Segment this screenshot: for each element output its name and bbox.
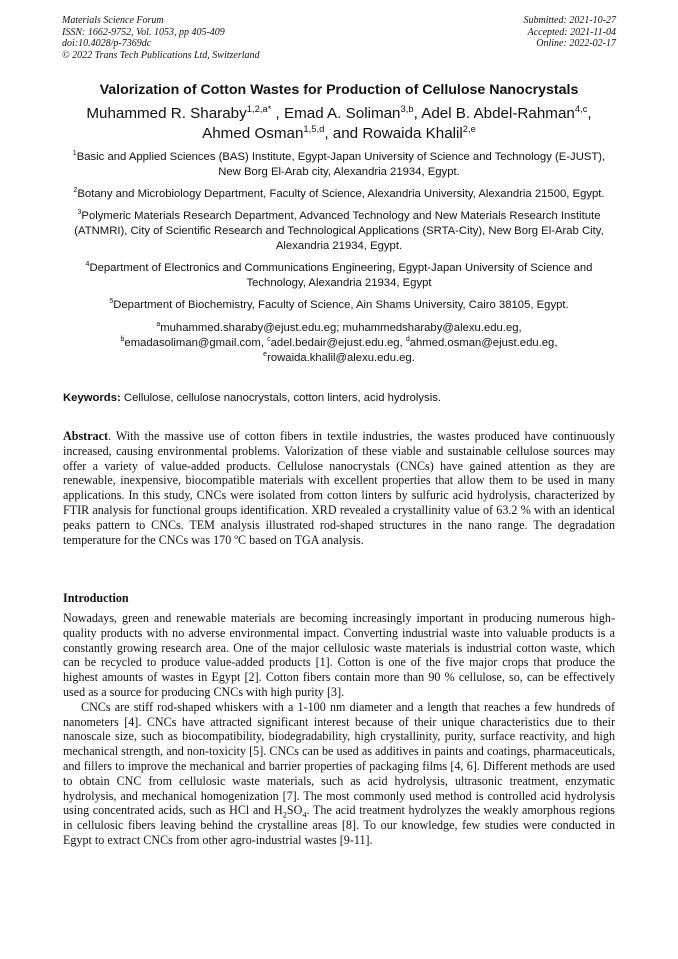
author-separator: , xyxy=(587,105,592,122)
journal-doi: doi:10.4028/p-7369dc xyxy=(62,38,152,49)
affiliation-text: Basic and Applied Sciences (BAS) Institute, Egypt-Japan University of Science and Technology (E-JUST), New Borg El-Arab city, Alexandria 21934, Egypt. xyxy=(76,151,606,178)
affiliation-number: 2 xyxy=(73,187,78,195)
affiliation-number: 1 xyxy=(72,150,77,158)
paragraph-text: SO xyxy=(286,803,303,818)
dates-header xyxy=(524,15,617,50)
paragraph-text: . The acid treatment hydrolyzes the weakly amorphous regions in cellulosic fibers leaving behind the crystalline areas [8]. To our knowledge, few studies were conducted in Egypt to extract CNCs from other agro-industrial wastes [9-11]. xyxy=(63,803,615,847)
abstract-text: . With the massive use of cotton fibers in textile industries, the wastes produced have continuously increased, causing environmental problems. Valorization of these viable and sustainable cellulose sources may offer a variety of value-added products. Cellulose nanocrystals (CNCs) have gained attention as they are renewable, inexpensive, biocompatible materials with excellent properties that allow them to be used in many applications. In this study, CNCs were isolated from cotton linters by sulfuric acid hydrolysis, characterized by FTIR analysis for functional groups identification. XRD revealed a crystallinity value of 63.2 % with an identical peaks pattern to CNCs. TEM analysis illustrated rod-shaped structures in the nano range. The degradation temperature for the CNCs was 170 ºC based on TGA analysis. xyxy=(63,429,615,547)
affiliation-item xyxy=(60,261,618,291)
author-affil-sup: 4,c xyxy=(574,102,588,114)
affiliation-item xyxy=(60,150,618,180)
subscript: 4 xyxy=(302,809,307,820)
paragraph: Nowadays, green and renewable materials are becoming increasingly important in producing numerous high-quality products with no adverse environmental impact. Converting industrial waste into valuable products is a constantly growing research area. One of the major cellulosic waste materials is industrial cotton waste, which can be recycled to produce value-added products [1]. Cotton is one of the five major crops that produce the highest amounts of wastes in Egypt [2]. Cotton fibers contain more than 90 % cellulose, so, can be effectively used as a source for producing CNCs with high purity [3]. xyxy=(63,611,615,699)
affiliation-text: Department of Biochemistry, Faculty of Science, Ain Shams University, Cairo 38105, Egypt. xyxy=(113,299,569,311)
abstract-label: Abstract xyxy=(63,429,109,443)
email-b[interactable]: emadasoliman@gmail.com, xyxy=(124,337,268,349)
affiliation-number: 3 xyxy=(77,209,82,217)
keywords xyxy=(63,391,623,405)
author-separator: , xyxy=(271,105,284,122)
submitted-date: Submitted: 2021-10-27 xyxy=(523,15,616,26)
email-d[interactable]: ahmed.osman@ejust.edu.eg, xyxy=(409,337,558,349)
journal-header xyxy=(62,15,260,61)
author-name: Muhammed R. Sharaby xyxy=(86,105,247,122)
author-affil-sup: 3,b xyxy=(400,102,414,114)
affiliation-number: 5 xyxy=(109,298,114,306)
author-name: Emad A. Soliman xyxy=(284,105,401,122)
author-affil-sup: 2,e xyxy=(462,122,476,134)
affiliation-text: Polymeric Materials Research Department, Advanced Technology and New Materials Research Institute (ATNMRI), City of Scientific Research and Technological Applications (SRTA-City), New Borg El-Arab City, Alexandria 21934, Egypt. xyxy=(74,210,604,252)
author-separator: , xyxy=(413,105,422,122)
subscript: 2 xyxy=(282,809,287,820)
paragraph-text: CNCs are stiff rod-shaped whiskers with a 1-100 nm diameter and a length that reaches a few hundreds of nanometers [4]. CNCs have attracted significant interest because of their unique characteristics due to their nanoscale size, such as biocompatibility, biodegradability, high crystallinity, purity, surface reactivity, and high mechanical strength, and non-toxicity [5]. CNCs can be used as additives in paints and coatings, pharmaceuticals, and fillers to improve the mechanical and barrier properties of packaging films [4, 6]. Different methods are used to obtain CNC from cellulosic waste materials, such as acid hydrolysis, ultrasonic treatment, enzymatic hydrolysis, and mechanical homogenization [7]. The most commonly used method is controlled acid hydrolysis using concentrated acids, such as HCl and H xyxy=(63,699,615,818)
author-name: Ahmed Osman xyxy=(202,125,304,142)
journal-name: Materials Science Forum xyxy=(62,15,164,26)
affiliations xyxy=(60,150,618,366)
author-separator: , and xyxy=(324,125,363,142)
journal-copyright: © 2022 Trans Tech Publications Ltd, Switzerland xyxy=(62,49,260,61)
author-name: Rowaida Khalil xyxy=(362,125,463,142)
author-list xyxy=(50,104,628,144)
keywords-text: Cellulose, cellulose nanocrystals, cotton linters, acid hydrolysis. xyxy=(120,392,441,404)
author-affil-sup: 1,2,a* xyxy=(246,102,272,114)
author-affil-sup: 1,5,d xyxy=(303,122,325,134)
introduction-heading: Introduction xyxy=(63,591,129,605)
online-date: Online: 2022-02-17 xyxy=(536,38,616,49)
email-a[interactable]: muhammed.sharaby@ejust.edu.eg; muhammedsharaby@alexu.edu.eg, xyxy=(160,322,522,334)
author-name: Adel B. Abdel-Rahman xyxy=(421,105,575,122)
affiliation-text: Department of Electronics and Communications Engineering, Egypt-Japan University of Science and Technology, Alexandria 21934, Egypt xyxy=(89,262,593,289)
affiliation-item xyxy=(60,298,618,313)
keywords-label: Keywords: xyxy=(63,392,121,404)
paper-title: Valorization of Cotton Wastes for Production of Cellulose Nanocrystals xyxy=(99,82,579,98)
email-list: $^a$muhammed.sharaby@ejust.edu.eg; muhammedsharaby@alexu.edu.eg, $^b$emadasoliman@gmail.com, $^c$adel.bedair@ejust.edu.eg, $^d$ahmed.osman@ejust.edu.eg, $^e$rowaida.khalil@alexu.edu.eg. xyxy=(120,321,558,364)
affiliation-number: 4 xyxy=(85,261,90,269)
abstract xyxy=(63,429,615,547)
email-c[interactable]: adel.bedair@ejust.edu.eg, xyxy=(270,337,406,349)
accepted-date: Accepted: 2021-11-04 xyxy=(527,26,616,38)
journal-issn: ISSN: 1662-9752, Vol. 1053, pp 405-409 xyxy=(62,26,225,38)
email-e[interactable]: rowaida.khalil@alexu.edu.eg. xyxy=(267,352,415,364)
paragraph xyxy=(63,700,615,848)
affiliation-item xyxy=(60,187,618,202)
affiliation-item xyxy=(60,209,618,254)
introduction-body xyxy=(63,611,615,848)
affiliation-text: Botany and Microbiology Department, Faculty of Science, Alexandria University, Alexandria 21500, Egypt. xyxy=(77,188,605,200)
